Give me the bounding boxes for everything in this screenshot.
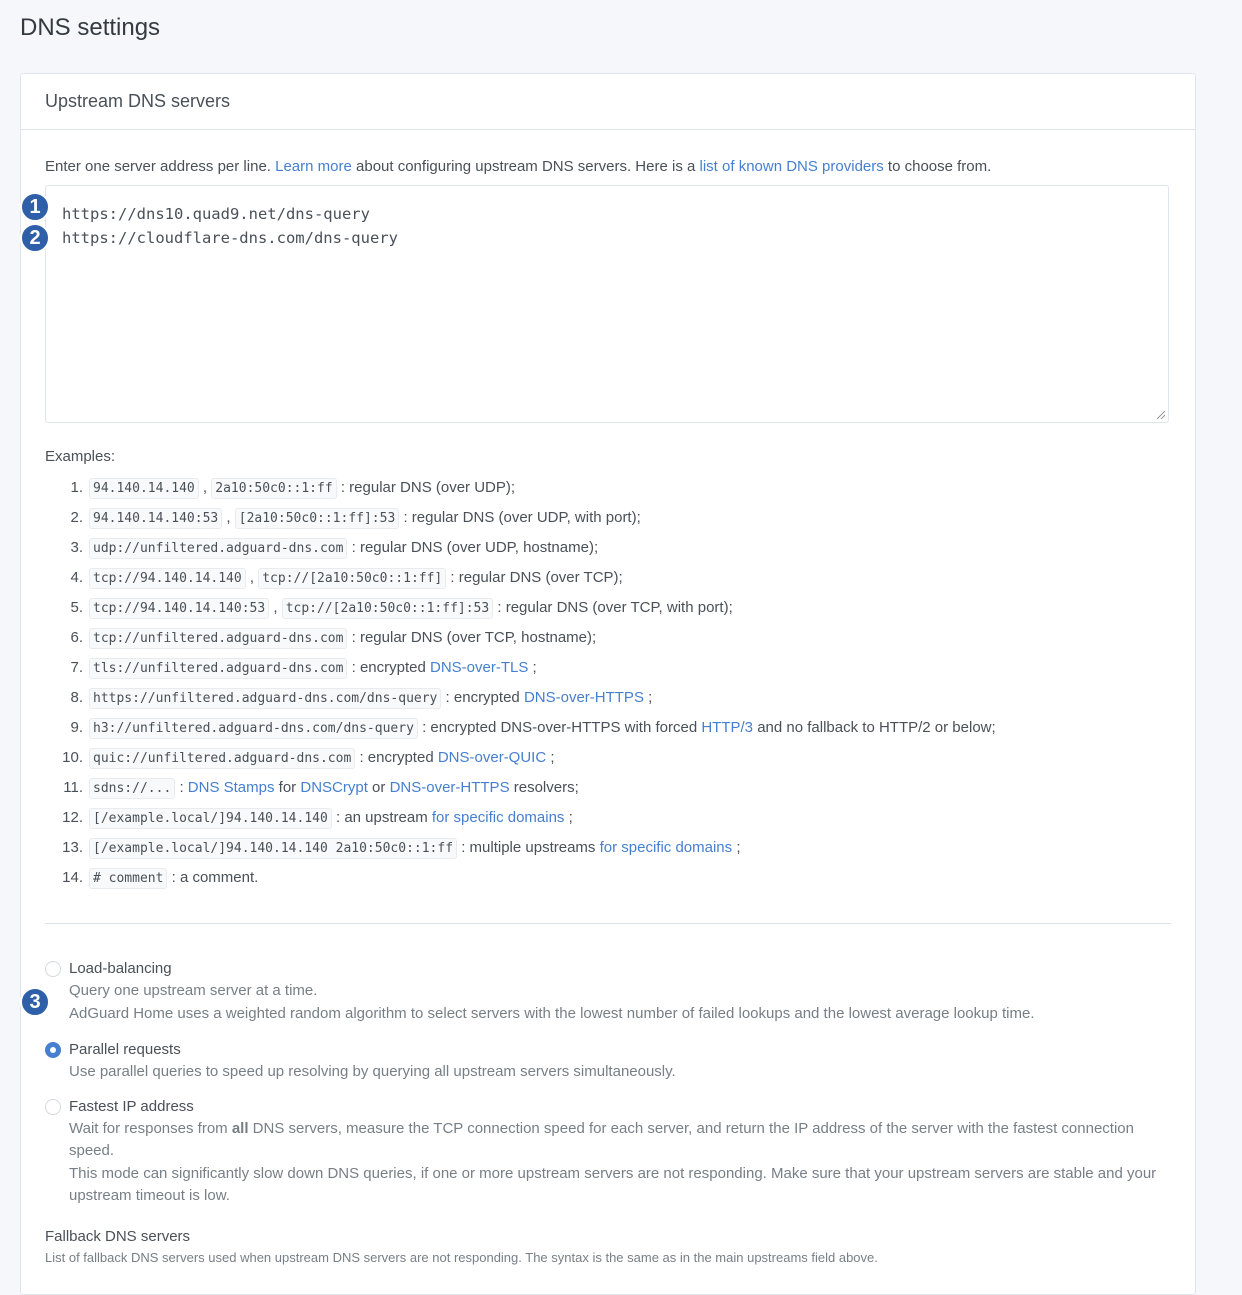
example-link[interactable]: DNS-over-TLS bbox=[430, 658, 529, 676]
example-number: 9. bbox=[70, 718, 83, 736]
example-item bbox=[45, 832, 996, 862]
example-text: ; bbox=[648, 688, 653, 706]
example-code: tls://unfiltered.adguard-dns.com bbox=[89, 658, 347, 679]
radio-label: Fastest IP address bbox=[69, 1097, 194, 1115]
example-text: : a comment. bbox=[171, 868, 259, 886]
upstream-mode-fastest-ip-address[interactable] bbox=[45, 1096, 1171, 1208]
example-link[interactable]: DNS-over-QUIC bbox=[437, 748, 547, 766]
example-number: 14. bbox=[62, 868, 83, 886]
learn-more-link[interactable]: Learn more bbox=[275, 158, 352, 175]
example-text: , bbox=[202, 478, 208, 496]
example-text: : an upstream bbox=[335, 808, 428, 826]
example-link[interactable]: for specific domains bbox=[431, 808, 565, 826]
example-text: : regular DNS (over UDP, with port); bbox=[403, 508, 641, 526]
examples-label: Examples: bbox=[45, 448, 116, 465]
example-number: 2. bbox=[70, 508, 83, 526]
example-item bbox=[45, 472, 996, 502]
example-text: ; bbox=[568, 808, 573, 826]
example-code: [/example.local/]94.140.14.140 2a10:50c0::1:ff bbox=[89, 838, 457, 859]
example-text: ; bbox=[736, 838, 741, 856]
example-number: 10. bbox=[62, 748, 83, 766]
example-link[interactable]: DNS-over-HTTPS bbox=[523, 688, 644, 706]
example-link[interactable]: for specific domains bbox=[599, 838, 733, 856]
card-header bbox=[21, 74, 1195, 130]
example-text: : encrypted bbox=[351, 658, 426, 676]
example-code: udp://unfiltered.adguard-dns.com bbox=[89, 538, 347, 559]
radio-description: This mode can significantly slow down DNS queries, if one or more upstream servers are not responding. Make sure that your upstream servers are stable and your upstream timeout is low. bbox=[69, 1164, 1157, 1204]
annotation-badge-3: 3 bbox=[20, 987, 50, 1017]
annotation-badge-2: 2 bbox=[20, 223, 50, 253]
upstream-mode-parallel-requests[interactable] bbox=[45, 1039, 1171, 1084]
examples-list bbox=[45, 472, 996, 892]
example-link[interactable]: DNS-over-HTTPS bbox=[389, 778, 510, 796]
example-link[interactable]: DNS Stamps bbox=[187, 778, 275, 796]
example-code: quic://unfiltered.adguard-dns.com bbox=[89, 748, 355, 769]
example-item bbox=[45, 592, 996, 622]
example-code: [/example.local/]94.140.14.140 bbox=[89, 808, 332, 829]
example-item bbox=[45, 862, 996, 892]
annotation-badge-1: 1 bbox=[20, 192, 50, 222]
example-item bbox=[45, 652, 996, 682]
example-item bbox=[45, 562, 996, 592]
fallback-dns-description: List of fallback DNS servers used when upstream DNS servers are not responding. The syntax is the same as in the main upstreams field above. bbox=[45, 1250, 878, 1265]
example-number: 11. bbox=[63, 778, 83, 796]
example-item bbox=[45, 502, 996, 532]
example-text: , bbox=[249, 568, 255, 586]
example-code: tcp://[2a10:50c0::1:ff] bbox=[258, 568, 446, 589]
example-code: h3://unfiltered.adguard-dns.com/dns-query bbox=[89, 718, 418, 739]
radio-button[interactable] bbox=[45, 1099, 61, 1115]
radio-description: Query one upstream server at a time. bbox=[69, 982, 318, 999]
example-text: , bbox=[273, 598, 278, 616]
example-item bbox=[45, 682, 996, 712]
example-item bbox=[45, 772, 996, 802]
example-text: : regular DNS (over UDP); bbox=[340, 478, 516, 496]
example-code: [2a10:50c0::1:ff]:53 bbox=[235, 508, 400, 529]
example-item bbox=[45, 802, 996, 832]
page-title: DNS settings bbox=[20, 14, 161, 41]
example-code: 2a10:50c0::1:ff bbox=[211, 478, 336, 499]
example-text: : encrypted bbox=[445, 688, 520, 706]
example-link[interactable]: HTTP/3 bbox=[701, 718, 754, 736]
divider bbox=[45, 923, 1171, 924]
example-text: resolvers; bbox=[513, 778, 579, 796]
example-text: , bbox=[226, 508, 231, 526]
example-link[interactable]: DNSCrypt bbox=[300, 778, 368, 796]
example-number: 7. bbox=[70, 658, 83, 676]
example-text: : encrypted DNS-over-HTTPS with forced bbox=[422, 718, 698, 736]
radio-button[interactable] bbox=[45, 961, 61, 977]
upstream-dns-textarea[interactable] bbox=[45, 185, 1169, 423]
example-number: 1. bbox=[70, 478, 83, 496]
radio-button[interactable] bbox=[45, 1042, 61, 1058]
radio-label: Load-balancing bbox=[69, 960, 172, 977]
example-text: : regular DNS (over TCP, with port); bbox=[497, 598, 733, 616]
example-text: or bbox=[372, 778, 386, 796]
example-code: https://unfiltered.adguard-dns.com/dns-query bbox=[89, 688, 441, 709]
example-text: ; bbox=[532, 658, 537, 676]
example-code: tcp://[2a10:50c0::1:ff]:53 bbox=[282, 598, 494, 619]
fallback-dns-title: Fallback DNS servers bbox=[45, 1228, 191, 1245]
radio-description: Wait for responses from all DNS servers, measure the TCP connection speed for each server, and return the IP address of the server with the fastest connection speed. bbox=[69, 1119, 1134, 1159]
example-code: tcp://unfiltered.adguard-dns.com bbox=[89, 628, 347, 649]
upstream-line: https://dns10.quad9.net/dns-query bbox=[62, 205, 370, 223]
example-number: 6. bbox=[70, 628, 83, 646]
example-text: ; bbox=[550, 748, 555, 766]
example-code: sdns://... bbox=[89, 778, 175, 799]
radio-description: Use parallel queries to speed up resolving by querying all upstream servers simultaneously. bbox=[69, 1063, 676, 1080]
example-number: 4. bbox=[70, 568, 83, 586]
radio-label: Parallel requests bbox=[69, 1041, 181, 1058]
example-text: and no fallback to HTTP/2 or below; bbox=[757, 718, 996, 736]
example-code: tcp://94.140.14.140 bbox=[89, 568, 246, 589]
example-item bbox=[45, 532, 996, 562]
example-text: : regular DNS (over TCP); bbox=[450, 568, 623, 586]
example-text: : multiple upstreams bbox=[461, 838, 596, 856]
resize-grip-icon[interactable] bbox=[1157, 411, 1165, 419]
example-item bbox=[45, 712, 996, 742]
example-number: 3. bbox=[70, 538, 83, 556]
example-code: 94.140.14.140:53 bbox=[89, 508, 222, 529]
upstream-line: https://cloudflare-dns.com/dns-query bbox=[62, 229, 398, 247]
example-number: 12. bbox=[62, 808, 83, 826]
upstream-mode-load-balancing[interactable] bbox=[45, 958, 1171, 1025]
example-number: 5. bbox=[70, 598, 83, 616]
radio-description: AdGuard Home uses a weighted random algorithm to select servers with the lowest number of failed lookups and the lowest average lookup time. bbox=[69, 1004, 1035, 1022]
example-item bbox=[45, 742, 996, 772]
example-code: 94.140.14.140 bbox=[89, 478, 199, 499]
intro-text: Enter one server address per line. Learn more about configuring upstream DNS servers. Here is a list of known DNS providers to choose from. bbox=[45, 158, 992, 175]
example-text: : encrypted bbox=[359, 748, 434, 766]
example-item bbox=[45, 622, 996, 652]
example-code: tcp://94.140.14.140:53 bbox=[89, 598, 269, 619]
example-number: 8. bbox=[70, 688, 83, 706]
example-number: 13. bbox=[62, 838, 83, 856]
example-text: : regular DNS (over UDP, hostname); bbox=[351, 538, 599, 556]
example-text: : regular DNS (over TCP, hostname); bbox=[351, 628, 597, 646]
example-code: # comment bbox=[89, 868, 167, 889]
dns-providers-link[interactable]: list of known DNS providers bbox=[699, 158, 884, 175]
example-text: for bbox=[278, 778, 297, 796]
upstream-dns-card bbox=[20, 73, 1196, 1295]
example-text: : bbox=[179, 778, 184, 796]
upstream-mode-group bbox=[45, 958, 1171, 1208]
card-title: Upstream DNS servers bbox=[45, 91, 231, 111]
